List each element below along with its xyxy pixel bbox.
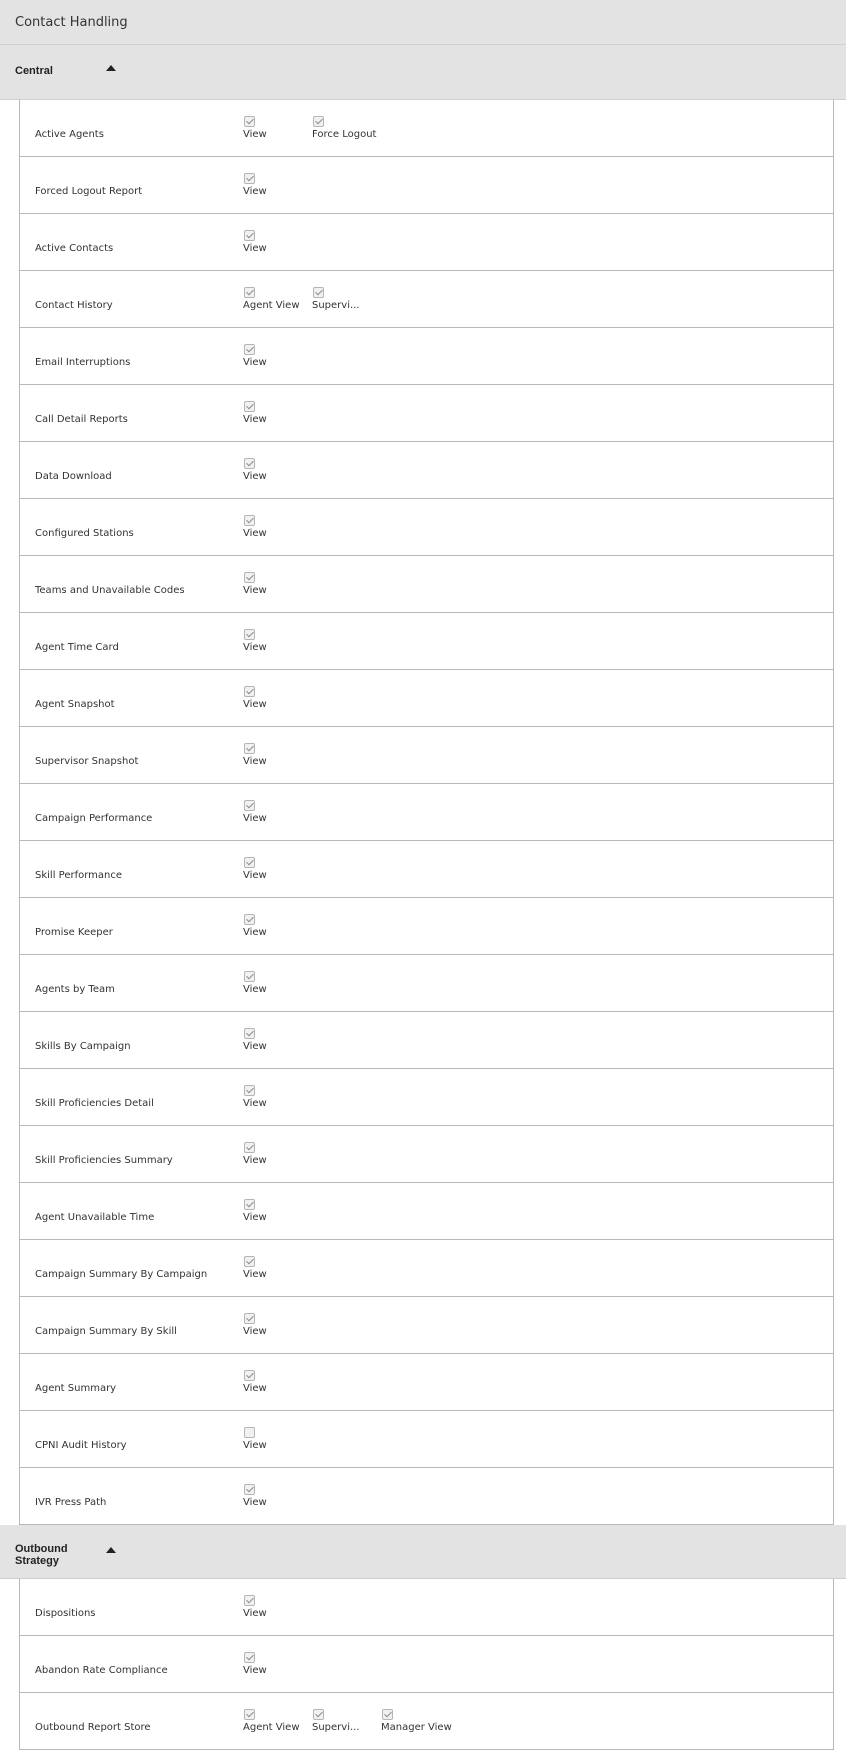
permission-row-ivr-press-path (20, 1468, 833, 1525)
permission-row-campaign-summary-by-skill (20, 1297, 833, 1354)
option-label: Supervi... (312, 1722, 360, 1733)
permission-options (243, 1595, 312, 1619)
checkbox-checked[interactable] (244, 287, 255, 298)
option-label: View (243, 528, 267, 539)
checkbox-checked[interactable] (244, 1028, 255, 1039)
permission-options (243, 800, 312, 824)
permission-label: Agents by Team (35, 984, 115, 995)
permission-options (243, 1370, 312, 1394)
permission-option-view[interactable] (243, 857, 312, 881)
permission-options (243, 1652, 312, 1676)
section-header-central[interactable] (0, 45, 846, 100)
permission-option-view[interactable] (243, 971, 312, 995)
permission-label: Campaign Performance (35, 813, 153, 824)
permission-row-contact-history (20, 271, 833, 328)
permission-options (243, 1256, 312, 1280)
checkbox-checked[interactable] (244, 173, 255, 184)
permission-options (243, 116, 381, 140)
option-label: View (243, 1269, 267, 1280)
option-label: Agent View (243, 1722, 300, 1733)
permission-label: Campaign Summary By Campaign (35, 1269, 208, 1280)
checkbox-checked[interactable] (244, 1142, 255, 1153)
permission-option-view[interactable] (243, 1427, 312, 1451)
permission-option-view[interactable] (243, 572, 312, 596)
checkbox-checked[interactable] (244, 1256, 255, 1267)
checkbox-checked[interactable] (244, 344, 255, 355)
permission-label: CPNI Audit History (35, 1440, 127, 1451)
checkbox-checked[interactable] (244, 686, 255, 697)
option-label: View (243, 756, 267, 767)
permission-option-view[interactable] (243, 116, 312, 140)
permission-options (243, 743, 312, 767)
permission-label: Data Download (35, 471, 112, 482)
permission-option-view[interactable] (243, 743, 312, 767)
permission-row-active-agents (20, 100, 833, 157)
checkbox-checked[interactable] (244, 116, 255, 127)
option-label: View (243, 984, 267, 995)
permission-row-supervisor-snapshot (20, 727, 833, 784)
checkbox-checked[interactable] (313, 287, 324, 298)
permission-option-view[interactable] (243, 629, 312, 653)
permission-label: Campaign Summary By Skill (35, 1326, 177, 1337)
permission-option-view[interactable] (243, 458, 312, 482)
permission-label: Skill Proficiencies Summary (35, 1155, 173, 1166)
permission-label: Active Agents (35, 129, 104, 140)
checkbox-checked[interactable] (244, 572, 255, 583)
page-header (0, 0, 846, 45)
permission-options (243, 401, 312, 425)
checkbox-checked[interactable] (244, 1199, 255, 1210)
permission-option-view[interactable] (243, 686, 312, 710)
permission-option-agent-view[interactable] (243, 1709, 312, 1733)
option-label: Force Logout (312, 129, 377, 140)
option-label: View (243, 642, 267, 653)
option-label: Agent View (243, 300, 300, 311)
permission-row-promise-keeper (20, 898, 833, 955)
permission-options (243, 572, 312, 596)
option-label: View (243, 813, 267, 824)
option-label: View (243, 357, 267, 368)
checkbox-checked[interactable] (244, 1313, 255, 1324)
section-title: Outbound Strategy (15, 1543, 68, 1567)
option-label: View (243, 1440, 267, 1451)
permission-options (243, 1427, 312, 1451)
permission-row-agent-snapshot (20, 670, 833, 727)
permission-options (243, 515, 312, 539)
permission-options (243, 686, 312, 710)
permission-option-view[interactable] (243, 1370, 312, 1394)
checkbox-checked[interactable] (244, 1484, 255, 1495)
permission-options (243, 1085, 312, 1109)
permission-label: Abandon Rate Compliance (35, 1665, 168, 1676)
checkbox-checked[interactable] (313, 116, 324, 127)
checkbox-unchecked[interactable] (244, 1427, 255, 1438)
option-label: View (243, 129, 267, 140)
permission-row-outbound-report-store (20, 1693, 833, 1750)
option-label: View (243, 471, 267, 482)
option-label: View (243, 1212, 267, 1223)
permission-options (243, 344, 312, 368)
permission-option-force-logout[interactable] (312, 116, 381, 140)
permission-row-abandon-rate-compliance (20, 1636, 833, 1693)
permission-label: Call Detail Reports (35, 414, 128, 425)
permission-option-manager-view[interactable] (381, 1709, 450, 1733)
permission-row-cpni-audit-history (20, 1411, 833, 1468)
permission-options (243, 914, 312, 938)
permission-option-view[interactable] (243, 800, 312, 824)
collapse-arrow-icon[interactable] (106, 65, 116, 71)
option-label: View (243, 927, 267, 938)
option-label: View (243, 699, 267, 710)
permission-row-agent-summary (20, 1354, 833, 1411)
checkbox-checked[interactable] (244, 857, 255, 868)
permission-option-view[interactable] (243, 1142, 312, 1166)
checkbox-checked[interactable] (313, 1709, 324, 1720)
permission-options (243, 230, 312, 254)
checkbox-checked[interactable] (382, 1709, 393, 1720)
checkbox-checked[interactable] (244, 1370, 255, 1381)
permission-options (243, 857, 312, 881)
permission-label: Configured Stations (35, 528, 134, 539)
permission-label: Email Interruptions (35, 357, 131, 368)
permission-label: Skill Proficiencies Detail (35, 1098, 154, 1109)
permission-options (243, 1199, 312, 1223)
permission-options (243, 1142, 312, 1166)
permission-row-skills-by-campaign (20, 1012, 833, 1069)
permission-options (243, 173, 312, 197)
option-label: View (243, 1497, 267, 1508)
permission-option-view[interactable] (243, 914, 312, 938)
permission-row-email-interruptions (20, 328, 833, 385)
permission-label: Contact History (35, 300, 113, 311)
permission-label: Forced Logout Report (35, 186, 143, 197)
permission-option-view[interactable] (243, 1028, 312, 1052)
permission-label: Dispositions (35, 1608, 96, 1619)
checkbox-checked[interactable] (244, 458, 255, 469)
permission-option-view[interactable] (243, 1652, 312, 1676)
permission-option-view[interactable] (243, 1085, 312, 1109)
permission-option-view[interactable] (243, 1256, 312, 1280)
checkbox-checked[interactable] (244, 401, 255, 412)
checkbox-checked[interactable] (244, 515, 255, 526)
permission-label: Promise Keeper (35, 927, 113, 938)
option-label: View (243, 1041, 267, 1052)
permission-option-view[interactable] (243, 344, 312, 368)
option-label: View (243, 186, 267, 197)
option-label: Supervi... (312, 300, 360, 311)
permission-options (243, 287, 381, 311)
checkbox-checked[interactable] (244, 914, 255, 925)
option-label: View (243, 585, 267, 596)
option-label: View (243, 243, 267, 254)
permission-label: Skills By Campaign (35, 1041, 131, 1052)
option-label: View (243, 1155, 267, 1166)
permission-options (243, 458, 312, 482)
option-label: Manager View (381, 1722, 452, 1733)
checkbox-checked[interactable] (244, 971, 255, 982)
permission-option-supervi[interactable] (312, 287, 381, 311)
permission-row-active-contacts (20, 214, 833, 271)
permission-row-agent-time-card (20, 613, 833, 670)
option-label: View (243, 1608, 267, 1619)
permission-options (243, 1028, 312, 1052)
option-label: View (243, 1665, 267, 1676)
checkbox-checked[interactable] (244, 1709, 255, 1720)
section-header-outbound-strategy[interactable] (0, 1525, 846, 1579)
permission-label: Teams and Unavailable Codes (35, 585, 185, 596)
option-label: View (243, 414, 267, 425)
checkbox-checked[interactable] (244, 743, 255, 754)
permission-label: Supervisor Snapshot (35, 756, 139, 767)
permission-option-view[interactable] (243, 1199, 312, 1223)
permission-row-dispositions (20, 1579, 833, 1636)
permission-label: Agent Summary (35, 1383, 117, 1394)
permission-row-agents-by-team (20, 955, 833, 1012)
sections-container (0, 45, 846, 1750)
permission-label: Skill Performance (35, 870, 123, 881)
permission-options (243, 1313, 312, 1337)
option-label: View (243, 1326, 267, 1337)
permission-row-teams-and-unavailable-codes (20, 556, 833, 613)
permission-row-call-detail-reports (20, 385, 833, 442)
permission-option-view[interactable] (243, 1484, 312, 1508)
permission-label: Active Contacts (35, 243, 114, 254)
permission-label: Agent Time Card (35, 642, 119, 653)
permission-row-campaign-performance (20, 784, 833, 841)
section-title: Central (15, 65, 53, 77)
permission-row-configured-stations (20, 499, 833, 556)
permission-label: IVR Press Path (35, 1497, 107, 1508)
checkbox-checked[interactable] (244, 629, 255, 640)
permission-label: Agent Unavailable Time (35, 1212, 155, 1223)
permission-options (243, 971, 312, 995)
permission-options (243, 1709, 450, 1733)
permission-option-agent-view[interactable] (243, 287, 312, 311)
permission-row-agent-unavailable-time (20, 1183, 833, 1240)
permission-option-view[interactable] (243, 401, 312, 425)
permission-row-campaign-summary-by-campaign (20, 1240, 833, 1297)
permission-option-view[interactable] (243, 1595, 312, 1619)
permission-row-skill-proficiencies-summary (20, 1126, 833, 1183)
permission-row-skill-proficiencies-detail (20, 1069, 833, 1126)
permission-option-supervi[interactable] (312, 1709, 381, 1733)
option-label: View (243, 1383, 267, 1394)
page-title: Contact Handling (15, 14, 128, 30)
permission-label: Agent Snapshot (35, 699, 115, 710)
permission-row-data-download (20, 442, 833, 499)
permission-option-view[interactable] (243, 230, 312, 254)
checkbox-checked[interactable] (244, 800, 255, 811)
permission-option-view[interactable] (243, 515, 312, 539)
permission-options (243, 629, 312, 653)
permission-row-forced-logout-report (20, 157, 833, 214)
permission-row-skill-performance (20, 841, 833, 898)
permission-options (243, 1484, 312, 1508)
permission-label: Outbound Report Store (35, 1722, 151, 1733)
permission-option-view[interactable] (243, 1313, 312, 1337)
collapse-arrow-icon[interactable] (106, 1547, 116, 1553)
option-label: View (243, 870, 267, 881)
section-body-central (19, 100, 834, 1525)
checkbox-checked[interactable] (244, 1085, 255, 1096)
permission-option-view[interactable] (243, 173, 312, 197)
section-body-outbound-strategy (19, 1579, 834, 1750)
checkbox-checked[interactable] (244, 1652, 255, 1663)
checkbox-checked[interactable] (244, 230, 255, 241)
option-label: View (243, 1098, 267, 1109)
checkbox-checked[interactable] (244, 1595, 255, 1606)
